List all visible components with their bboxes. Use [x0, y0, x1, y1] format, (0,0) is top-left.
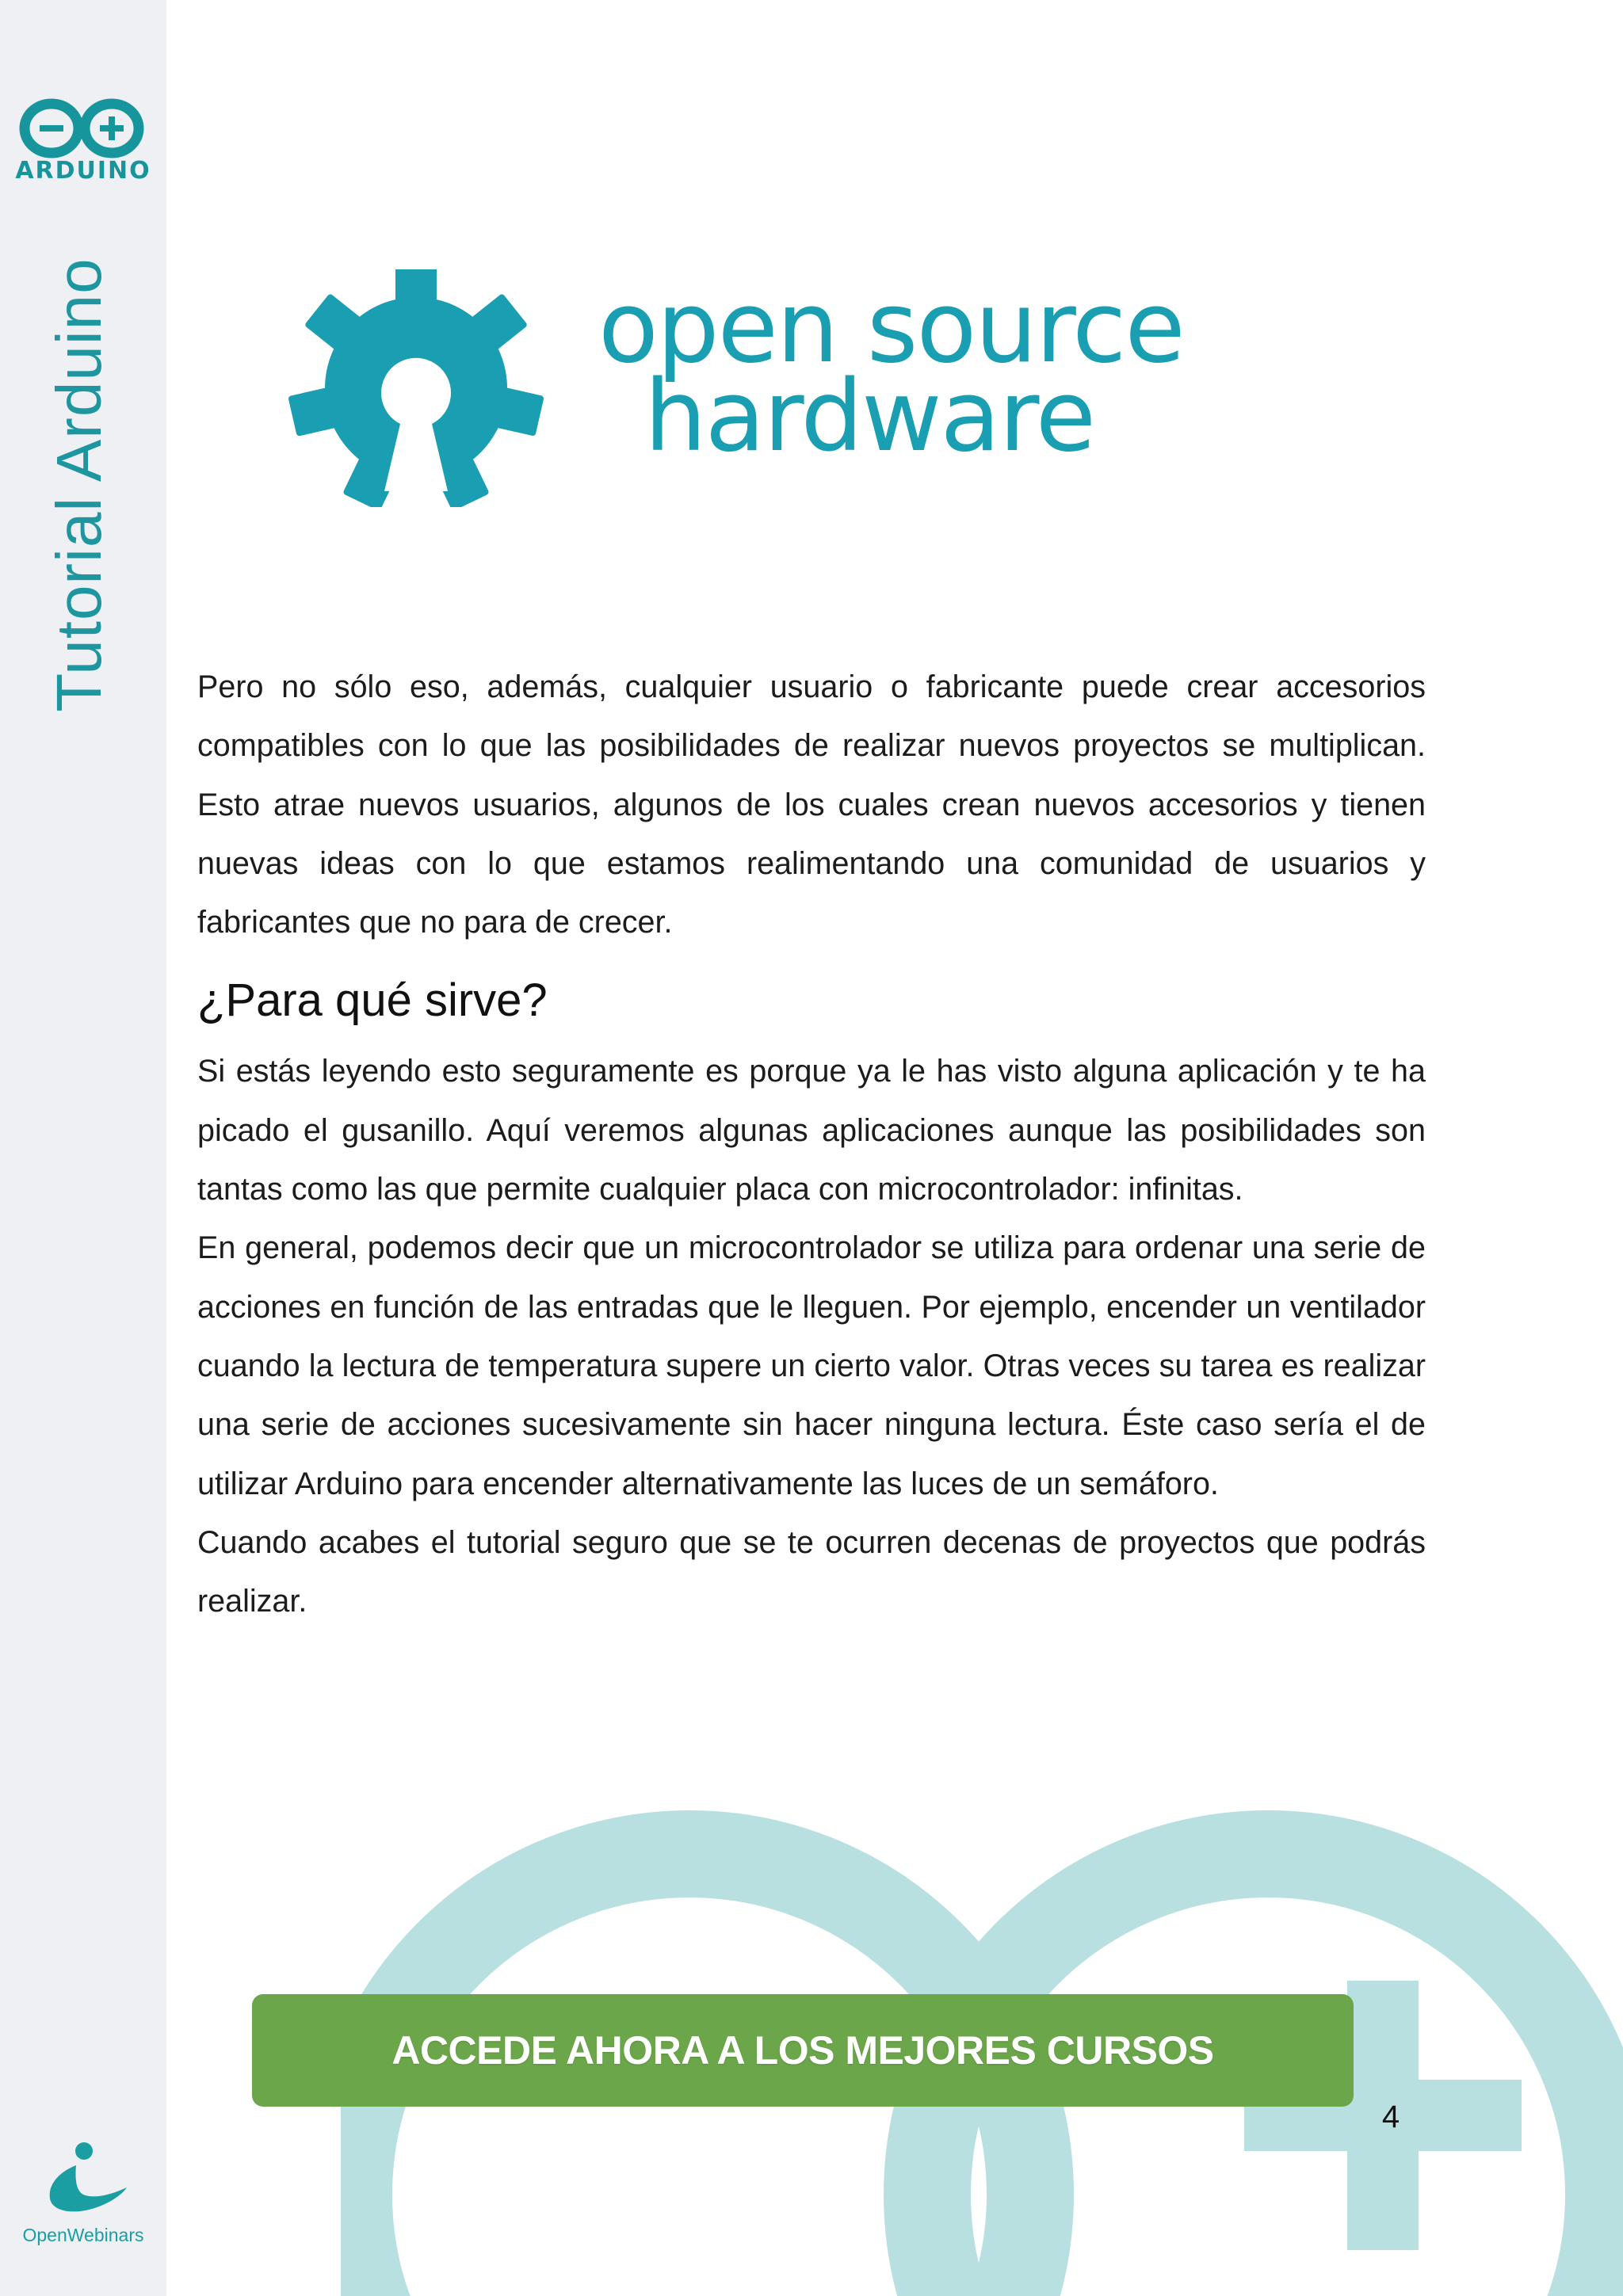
osh-line-2: hardware [644, 360, 1095, 474]
arduino-brand-text: ARDUINO [15, 157, 151, 185]
section-heading: ¿Para qué sirve? [197, 974, 548, 1027]
intro-paragraph: Pero no sólo eso, además, cualquier usuario o fabricante puede crear accesorios compatibles con lo que las posibilidades de realizar nuevos proyectos se multiplican. Esto atrae nuevos usuarios, algunos de los cuales crean nuevos accesorios y tienen nuevas ideas con lo que estamos realimentando una comunidad de usuarios y fabricantes que no para de crecer. [197, 669, 1426, 940]
main-content [197, 658, 1426, 1630]
osh-line-1: open source [598, 271, 1184, 385]
paragraph-3: Cuando acabes el tutorial seguro que se te ocurren decenas de proyectos que podrás realizar. [197, 1524, 1426, 1619]
document-title: Tutorial Arduino [44, 257, 114, 712]
openwebinars-brand-text: OpenWebinars [22, 2225, 144, 2245]
gear-icon [285, 269, 547, 507]
sidebar [0, 0, 166, 2296]
open-source-hardware-logo [285, 269, 1205, 507]
paragraph-1: Si estás leyendo esto seguramente es porque ya le has visto alguna aplicación y te ha picado el gusanillo. Aquí veremos algunas aplicaciones aunque las posibilidades son tantas como las que permite cualquier placa con microcontrolador: infinitas. [197, 1054, 1426, 1207]
paragraph-2: En general, podemos decir que un microcontrolador se utiliza para ordenar una serie de acciones en función de las entradas que le lleguen. Por ejemplo, encender un ventilador cuando la lectura de temperatura supere un cierto valor. Otras veces su tarea es realizar una serie de acciones sucesivamente sin hacer ninguna lectura. Éste caso sería el de utilizar Arduino para encender alternativamente las luces de un semáforo. [197, 1230, 1426, 1501]
openwebinars-logo-icon [30, 2135, 133, 2218]
cta-button[interactable]: ACCEDE AHORA A LOS MEJORES CURSOS [252, 1994, 1354, 2107]
page-number: 4 [1381, 2100, 1400, 2134]
open-source-hardware-wordmark [598, 271, 1184, 474]
